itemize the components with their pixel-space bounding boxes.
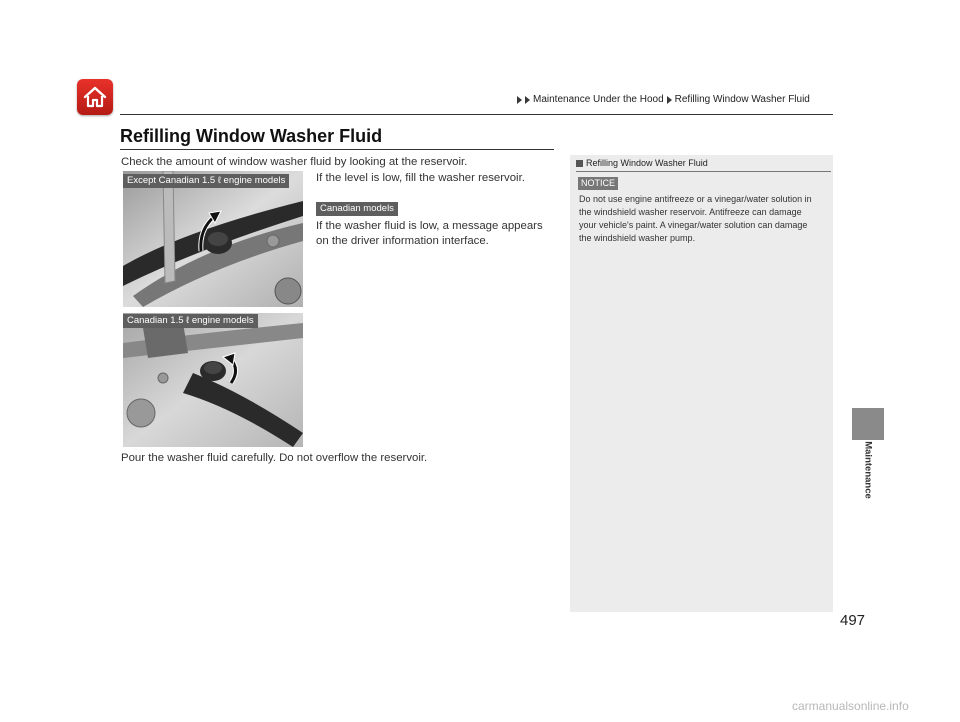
- breadcrumb-arrow-icon: [517, 96, 522, 104]
- header-divider: [120, 114, 833, 115]
- notice-badge: NOTICE: [578, 177, 618, 190]
- side-note-divider: [576, 171, 831, 172]
- breadcrumb-arrow-icon: [667, 96, 672, 104]
- canadian-models-tag: Canadian models: [316, 202, 398, 216]
- pour-instruction-text: Pour the washer fluid carefully. Do not overflow the reservoir.: [121, 452, 428, 464]
- breadcrumb-item-refilling-washer-fluid[interactable]: Refilling Window Washer Fluid: [674, 94, 810, 105]
- breadcrumb: [517, 94, 810, 105]
- message-text: If the washer fluid is low, a message appears on the driver information interface.: [316, 220, 543, 247]
- photo-caption-except-canadian: Except Canadian 1.5 ℓ engine models: [123, 174, 289, 188]
- page-title: Refilling Window Washer Fluid: [120, 126, 383, 146]
- section-label: Maintenance: [862, 441, 874, 499]
- breadcrumb-arrow-icon: [525, 96, 530, 104]
- page-number: 497: [840, 612, 866, 629]
- photo-caption-canadian: Canadian 1.5 ℓ engine models: [123, 314, 258, 328]
- section-tab[interactable]: [852, 408, 884, 440]
- home-icon: [83, 85, 107, 109]
- note-marker-icon: [576, 160, 583, 167]
- reservoir-photo-except-canadian: [123, 171, 303, 307]
- low-level-text: If the level is low, fill the washer reservoir.: [316, 172, 525, 184]
- side-note-heading: [576, 158, 708, 168]
- home-button[interactable]: [77, 79, 113, 115]
- title-divider: [120, 149, 554, 150]
- intro-text: Check the amount of window washer fluid by looking at the reservoir.: [121, 156, 468, 168]
- watermark: carmanualsonline.info: [792, 699, 909, 713]
- notice-text: Do not use engine antifreeze or a vinegar/water solution in the windshield washer reservoir. Antifreeze can damage your vehicle's paint. A vinegar/water solution can damage the windshield washer pump.: [579, 194, 812, 243]
- side-note-heading-text: Refilling Window Washer Fluid: [586, 158, 708, 168]
- reservoir-photo-canadian: [123, 313, 303, 447]
- breadcrumb-item-maintenance-under-hood[interactable]: Maintenance Under the Hood: [533, 94, 664, 105]
